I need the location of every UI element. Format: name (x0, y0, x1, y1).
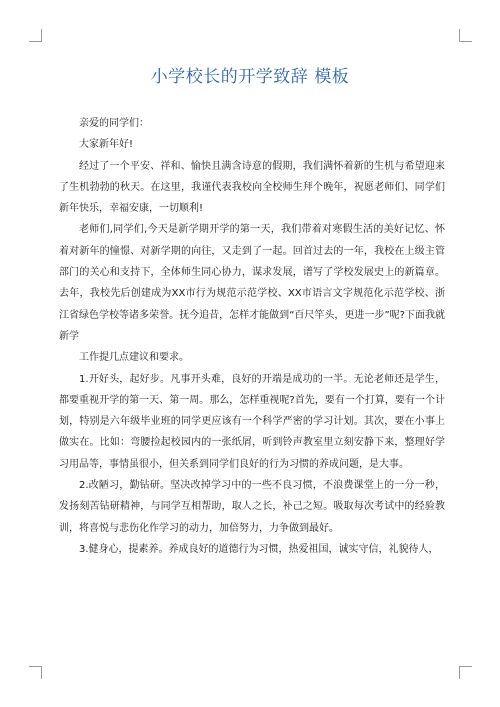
paragraph: 3.健身心，提素养。养成良好的道德行为习惯，热爱祖国，诚实守信，礼貌待人， (79, 543, 439, 555)
salutation: 亲爱的同学们： (79, 118, 149, 129)
crop-mark-bottom-right (459, 666, 472, 679)
crop-mark-bottom-left (29, 666, 42, 679)
paragraph: 1.开好头，起好步。凡事开头难，良好的开端是成功的一半。无论老师还是学生，都要重视开学的第一天、第一周。那么，怎样重视呢?首先，要有一个打算，要有一个计划，特别是六年级毕业班的同学更应该有一个科学严密的学习计划。其次，要在小事上做实在。比如：弯腰捡起校园内的一张纸屑，听到铃声教室里立刻安静下来，整理好学习用品等，事情虽很小，但关系到同学们良好的行为习惯的养成问题，是大事。 (59, 373, 445, 470)
paragraph: 经过了一个平安、祥和、愉快且满含诗意的假期，我们满怀着新的生机与希望迎来了生机勃勃的秋天。在这里，我谨代表我校向全校师生拜个晚年，祝愿老师们、同学们新年快乐，幸福安康，一切顺利! (59, 160, 445, 215)
crop-mark-top-right (459, 29, 472, 42)
document-title: 小学校长的开学致辞 模板 (150, 67, 350, 87)
crop-mark-top-left (29, 29, 42, 42)
paragraph: 老师们,同学们,今天是新学期开学的第一天，我们带着对寒假生活的美好记忆、怀着对新年的憧憬、对新学期的向往，又走到了一起。回首过去的一年，我校在上级主管部门的关心和支持下，全体师生同心协力，谋求发展，谱写了学校发展史上的新篇章。去年，我校先后创建成为XX市行为规范示范学校、XX市语言文字规范化示范学校、浙江省绿色学校等诸多荣誉。抚今追昔，怎样才能做到“百尺竿头，更进一步”呢?下面我就新学 (59, 224, 445, 342)
document-body (59, 113, 445, 560)
greeting: 大家新年好! (79, 139, 134, 151)
paragraph: 工作提几点建议和要求。 (79, 352, 189, 364)
paragraph: 2.改陋习，勤钻研。坚决改掉学习中的一些不良习惯，不浪费课堂上的一分一秒，发扬刻苦钻研精神，与同学互相帮助，取人之长，补己之短。吸取每次考试中的经验教训，将喜悦与悲伤化作学习的动力，加倍努力，力争做到最好。 (59, 480, 445, 534)
